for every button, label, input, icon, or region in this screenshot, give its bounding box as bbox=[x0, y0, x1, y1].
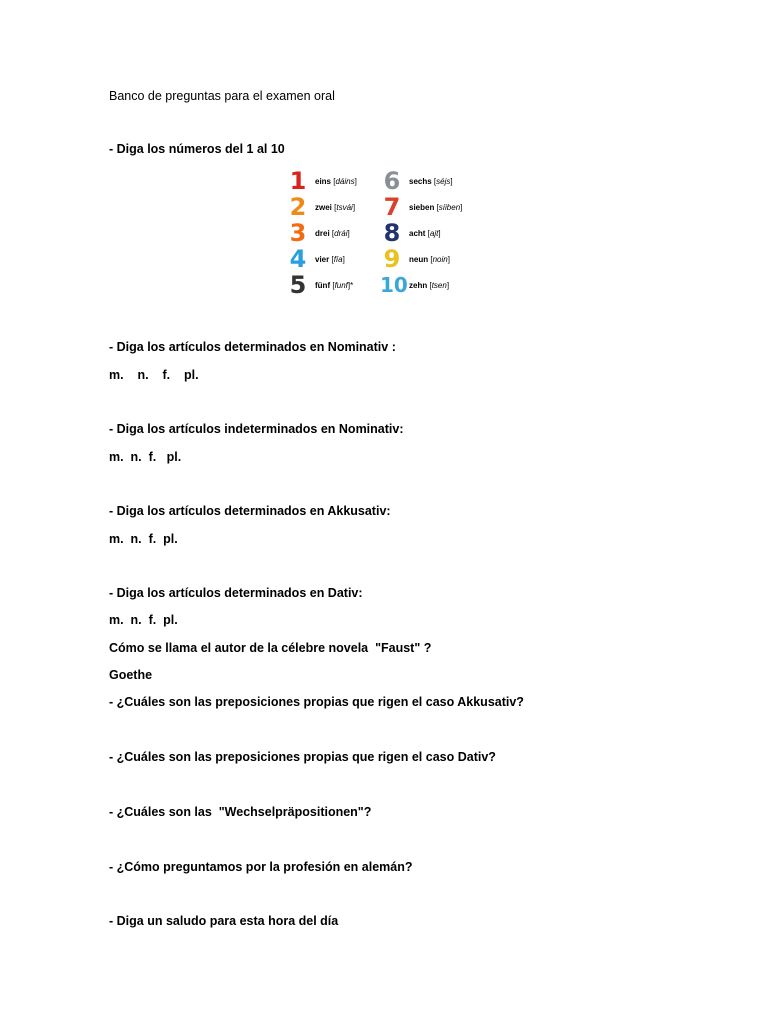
number-word: sieben [síiben] bbox=[409, 202, 463, 212]
numbers-illustration bbox=[284, 165, 482, 302]
question-definite-dativ: - Diga los artículos determinados en Dativ: bbox=[109, 586, 363, 600]
number-digit: 2 bbox=[289, 193, 307, 221]
number-5 bbox=[286, 272, 353, 298]
number-6 bbox=[380, 168, 453, 194]
number-word: sechs [séjs] bbox=[409, 176, 453, 186]
question-faust: Cómo se llama el autor de la célebre novela "Faust" ? bbox=[109, 641, 432, 655]
question-wechselpraepositionen: - ¿Cuáles son las "Wechselpräpositionen"? bbox=[109, 805, 372, 819]
number-4 bbox=[286, 246, 345, 272]
number-word: fünf [funf]* bbox=[315, 280, 354, 290]
number-word: zwei [tsvái] bbox=[315, 202, 356, 212]
number-2 bbox=[286, 194, 355, 220]
number-digit: 5 bbox=[289, 271, 307, 299]
number-10 bbox=[380, 272, 449, 298]
number-digit: 4 bbox=[289, 245, 307, 273]
answer-genders-dativ: m. n. f. pl. bbox=[109, 613, 178, 627]
number-9 bbox=[380, 246, 450, 272]
number-3 bbox=[286, 220, 350, 246]
answer-faust: Goethe bbox=[109, 668, 153, 682]
number-word: neun [noin] bbox=[409, 254, 450, 264]
number-digit: 3 bbox=[289, 219, 307, 247]
answer-genders-indefinite-nominativ: m. n. f. pl. bbox=[109, 450, 182, 464]
number-digit: 9 bbox=[383, 245, 401, 273]
question-prepositions-akkusativ: - ¿Cuáles son las preposiciones propias que rigen el caso Akkusativ? bbox=[109, 695, 524, 709]
document-title: Banco de preguntas para el examen oral bbox=[109, 89, 335, 103]
question-prepositions-dativ: - ¿Cuáles son las preposiciones propias que rigen el caso Dativ? bbox=[109, 750, 496, 764]
answer-genders-definite-nominativ: m. n. f. pl. bbox=[109, 368, 199, 382]
number-word: eins [dáins] bbox=[315, 176, 357, 186]
number-word: acht [ajt] bbox=[409, 228, 441, 238]
number-7 bbox=[380, 194, 462, 220]
number-word: drei [drái] bbox=[315, 228, 350, 238]
number-word: vier [fía] bbox=[315, 254, 345, 264]
answer-genders-akkusativ: m. n. f. pl. bbox=[109, 532, 178, 546]
question-definite-akkusativ: - Diga los artículos determinados en Akkusativ: bbox=[109, 504, 391, 518]
number-8 bbox=[380, 220, 441, 246]
question-numbers: - Diga los números del 1 al 10 bbox=[109, 142, 285, 156]
question-greeting: - Diga un saludo para esta hora del día bbox=[109, 914, 339, 928]
number-digit: 6 bbox=[383, 167, 401, 195]
number-word: zehn [tsen] bbox=[409, 280, 450, 290]
question-profession: - ¿Cómo preguntamos por la profesión en alemán? bbox=[109, 860, 413, 874]
number-digit: 10 bbox=[380, 273, 408, 297]
number-digit: 1 bbox=[289, 167, 307, 195]
number-digit: 8 bbox=[383, 219, 401, 247]
number-digit: 7 bbox=[383, 193, 401, 221]
number-1 bbox=[286, 168, 357, 194]
question-indefinite-nominativ: - Diga los artículos indeterminados en Nominativ: bbox=[109, 422, 404, 436]
question-definite-nominativ: - Diga los artículos determinados en Nominativ : bbox=[109, 340, 396, 354]
